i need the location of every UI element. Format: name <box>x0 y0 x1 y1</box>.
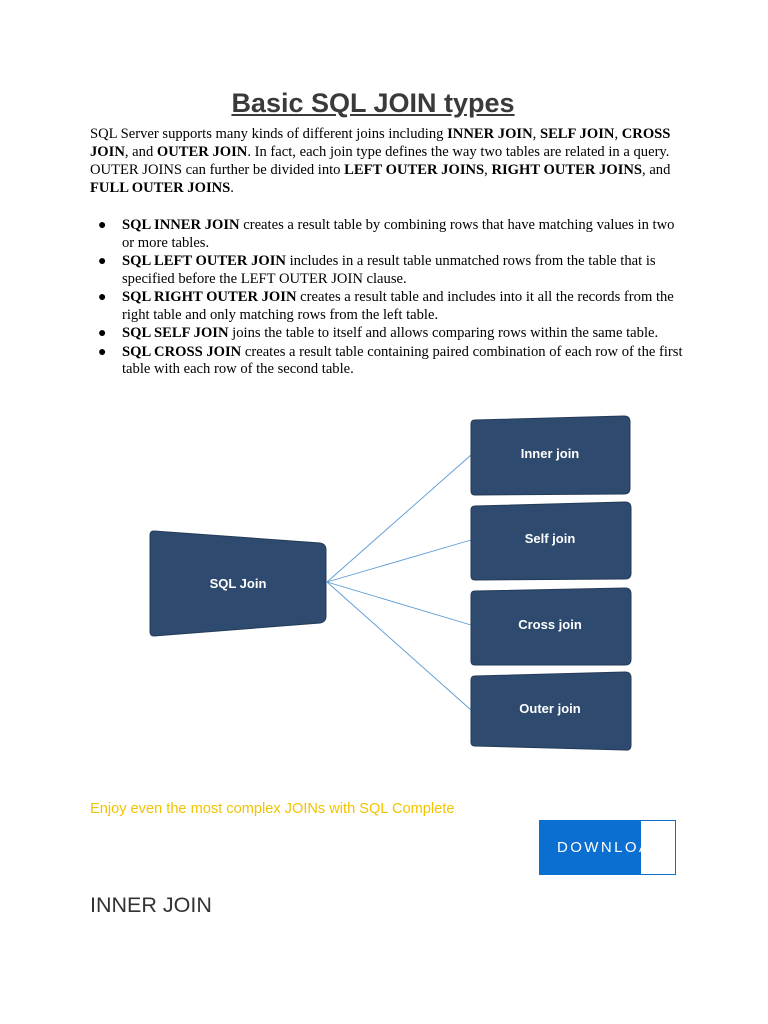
intro-term: SELF JOIN <box>539 126 615 142</box>
child-label: Self join <box>524 531 576 546</box>
child-node <box>471 502 631 580</box>
connector-line <box>327 582 471 710</box>
join-term: SQL SELF JOIN <box>122 325 229 341</box>
join-description: creates a result table by combining rows that have matching values in two or more tables. <box>122 217 675 251</box>
join-term: SQL CROSS JOIN <box>122 343 242 360</box>
join-description: includes in a result table unmatched rows from the table that is specified before the LEFT OUTER JOIN clause. <box>122 253 656 287</box>
join-term: SQL RIGHT OUTER JOIN <box>122 289 297 305</box>
connector-line <box>327 582 471 625</box>
child-label: Cross join <box>518 617 582 632</box>
intro-text: , and <box>642 162 671 178</box>
intro-term: RIGHT OUTER JOINS <box>491 162 643 178</box>
intro-text: . <box>230 180 234 196</box>
child-label: Inner join <box>520 446 580 461</box>
child-node <box>471 416 630 495</box>
page-title: Basic SQL JOIN types <box>231 88 515 118</box>
connector-lines <box>327 455 471 710</box>
intro-term: OUTER JOIN <box>156 144 248 160</box>
child-label: Outer join <box>519 701 581 716</box>
join-description: creates a result table and includes into it all the records from the right table and only matching rows from the left table. <box>122 289 674 323</box>
intro-text: , <box>614 126 622 142</box>
join-description: joins the table to itself and allows comparing rows within the same table. <box>228 325 659 341</box>
root-node <box>150 531 326 636</box>
connector-line <box>327 540 471 582</box>
child-node <box>471 672 631 750</box>
download-button-label: DOWNLOAD <box>557 839 665 856</box>
bullet-icon: ● <box>98 290 107 305</box>
child-node <box>471 588 631 665</box>
promo-link[interactable]: Enjoy even the most complex JOINs with SQL Complete <box>90 801 455 817</box>
intro-text: . In fact, each join type defines the way two tables are related in a query. OUTER JOINS can further be divided into <box>90 144 670 178</box>
intro-text: , and <box>124 144 157 160</box>
download-button[interactable] <box>539 820 676 875</box>
join-description: creates a result table containing paired combination of each row of the first table with each row of the second table. <box>122 343 683 377</box>
root-label: SQL Join <box>209 576 267 591</box>
bullet-icon: ● <box>98 344 107 360</box>
bullet-icon: ● <box>98 218 107 233</box>
intro-term: FULL OUTER JOINS <box>90 180 231 196</box>
bullet-icon: ● <box>98 254 107 269</box>
intro-term: LEFT OUTER JOINS <box>344 162 485 178</box>
intro-text: SQL Server supports many kinds of different joins including <box>90 126 448 142</box>
join-term: SQL LEFT OUTER JOIN <box>122 253 286 269</box>
bullet-icon: ● <box>98 326 107 341</box>
intro-term: INNER JOIN <box>447 126 533 142</box>
connector-line <box>327 455 471 582</box>
intro-term: CROSS JOIN <box>90 126 671 160</box>
join-term: SQL INNER JOIN <box>122 217 240 233</box>
intro-text: , <box>532 126 540 142</box>
section-heading: INNER JOIN <box>90 893 212 917</box>
intro-text: , <box>484 162 492 178</box>
